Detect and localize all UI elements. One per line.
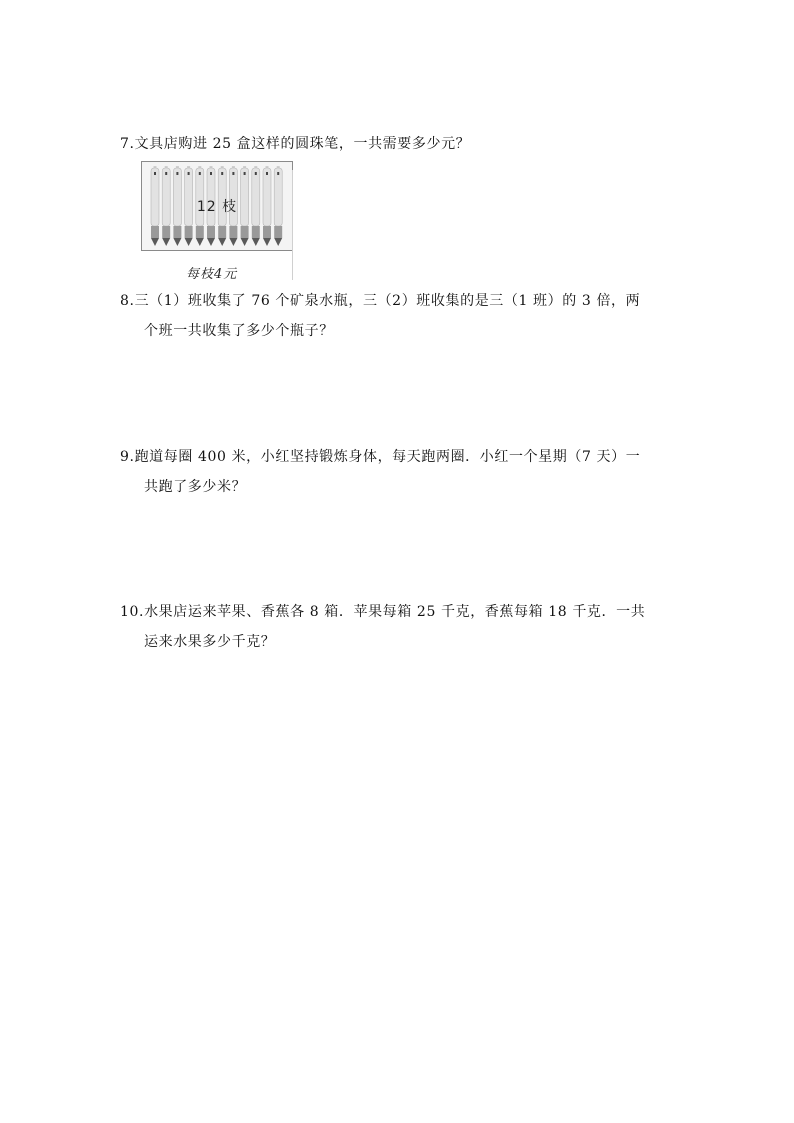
question-text: 三（1）班收集了 76 个矿泉水瓶，三（2）班收集的是三（1 班）的 3 倍，两: [134, 293, 641, 309]
question-9: [120, 442, 680, 502]
question-10: [120, 597, 680, 657]
question-text-continued: 运来水果多少千克？: [144, 634, 276, 650]
price-label: 每枝4元: [186, 267, 238, 282]
question-number: 8.: [120, 293, 135, 309]
question-text: 水果店运来苹果、香蕉各 8 箱．苹果每箱 25 千克，香蕉每箱 18 千克．一共: [144, 604, 646, 620]
question-text: 文具店购进 25 盒这样的圆珠笔，一共需要多少元？: [134, 136, 471, 152]
figure-divider: [292, 170, 293, 280]
question-text-continued: 个班一共收集了多少个瓶子？: [144, 323, 334, 339]
question-number: 9.: [120, 449, 135, 465]
question-text: 跑道每圈 400 米，小红坚持锻炼身体，每天跑两圈．小红一个星期（7 天）一: [134, 449, 641, 465]
pen-box-image: [141, 161, 293, 251]
question-8: [120, 286, 680, 346]
pen-box-count-label: 12 枝: [196, 199, 238, 215]
question-7: [120, 129, 680, 159]
question-number: 7.: [120, 136, 135, 152]
question-number: 10.: [120, 604, 145, 620]
question-text-continued: 共跑了多少米？: [144, 479, 247, 495]
